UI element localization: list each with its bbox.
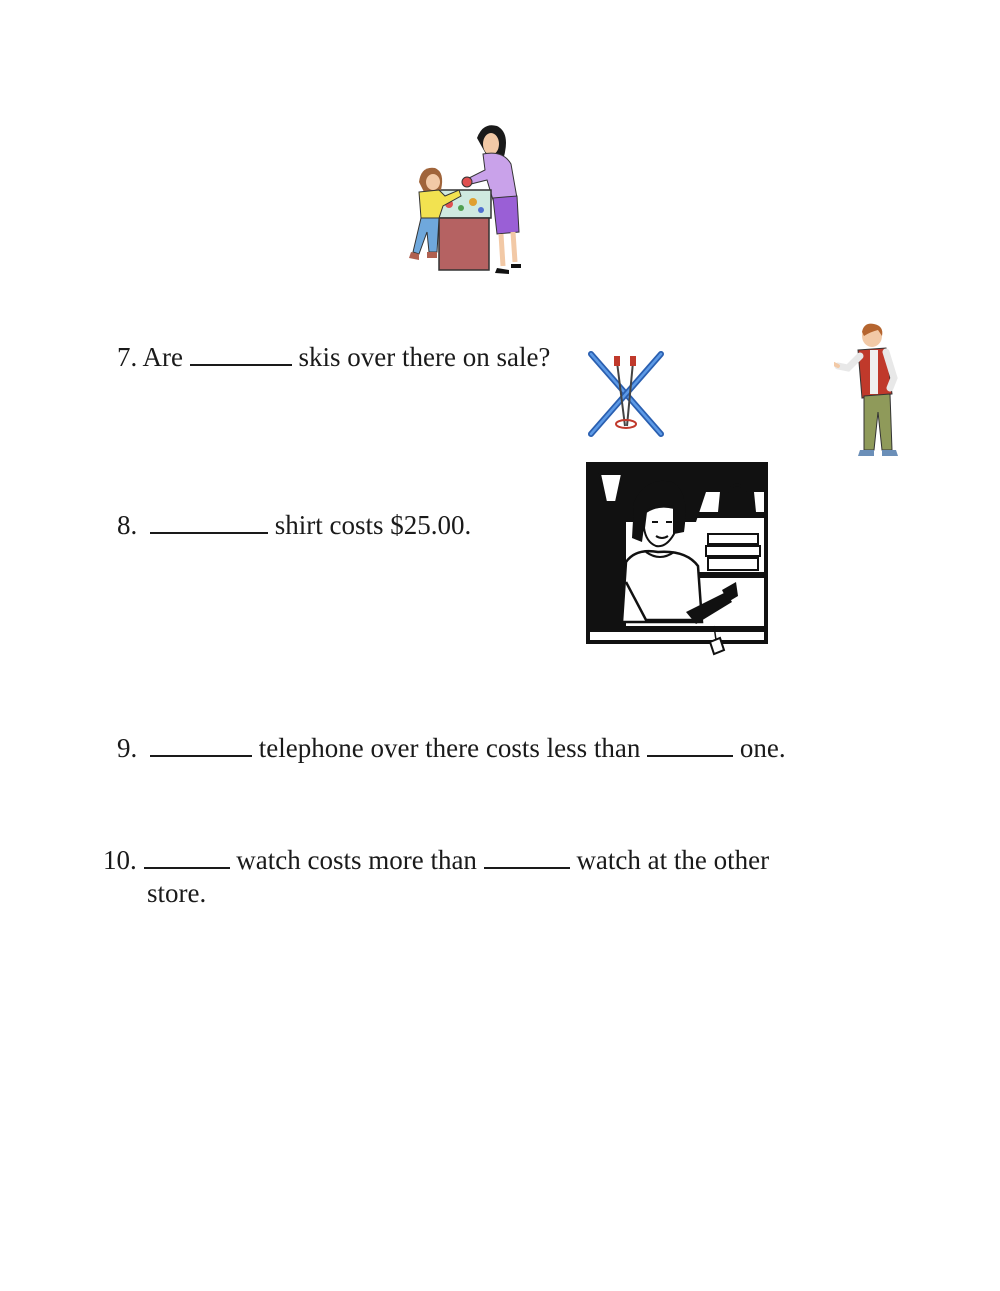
question-number: 8. <box>117 510 138 540</box>
question-text-after: watch at the other <box>576 845 770 875</box>
answer-blank[interactable] <box>144 845 230 869</box>
question-text-after: shirt costs $25.00. <box>274 510 472 540</box>
question-text-middle: watch costs more than <box>236 845 477 875</box>
question-number: 7. <box>117 342 138 372</box>
question-text-middle: telephone over there costs less than <box>258 733 641 763</box>
question-text-after: one. <box>739 733 786 763</box>
answer-blank[interactable] <box>647 733 733 757</box>
mother-child-counter-illustration <box>405 120 535 280</box>
answer-blank[interactable] <box>150 733 252 757</box>
answer-blank[interactable] <box>150 510 268 534</box>
pointing-boy-illustration <box>834 322 904 462</box>
question-9 <box>117 732 786 765</box>
question-text-after: skis over there on sale? <box>298 342 551 372</box>
crossed-skis-illustration <box>585 350 667 440</box>
question-text-continuation: store. <box>147 878 207 908</box>
question-10-continuation <box>147 877 206 910</box>
answer-blank[interactable] <box>484 845 570 869</box>
answer-blank[interactable] <box>190 342 292 366</box>
question-8 <box>117 509 471 542</box>
question-number: 10. <box>103 845 137 875</box>
question-text-before: Are <box>142 342 183 372</box>
question-7 <box>117 341 550 374</box>
question-10 <box>103 844 769 877</box>
shop-clerk-illustration <box>586 462 770 672</box>
question-number: 9. <box>117 733 138 763</box>
